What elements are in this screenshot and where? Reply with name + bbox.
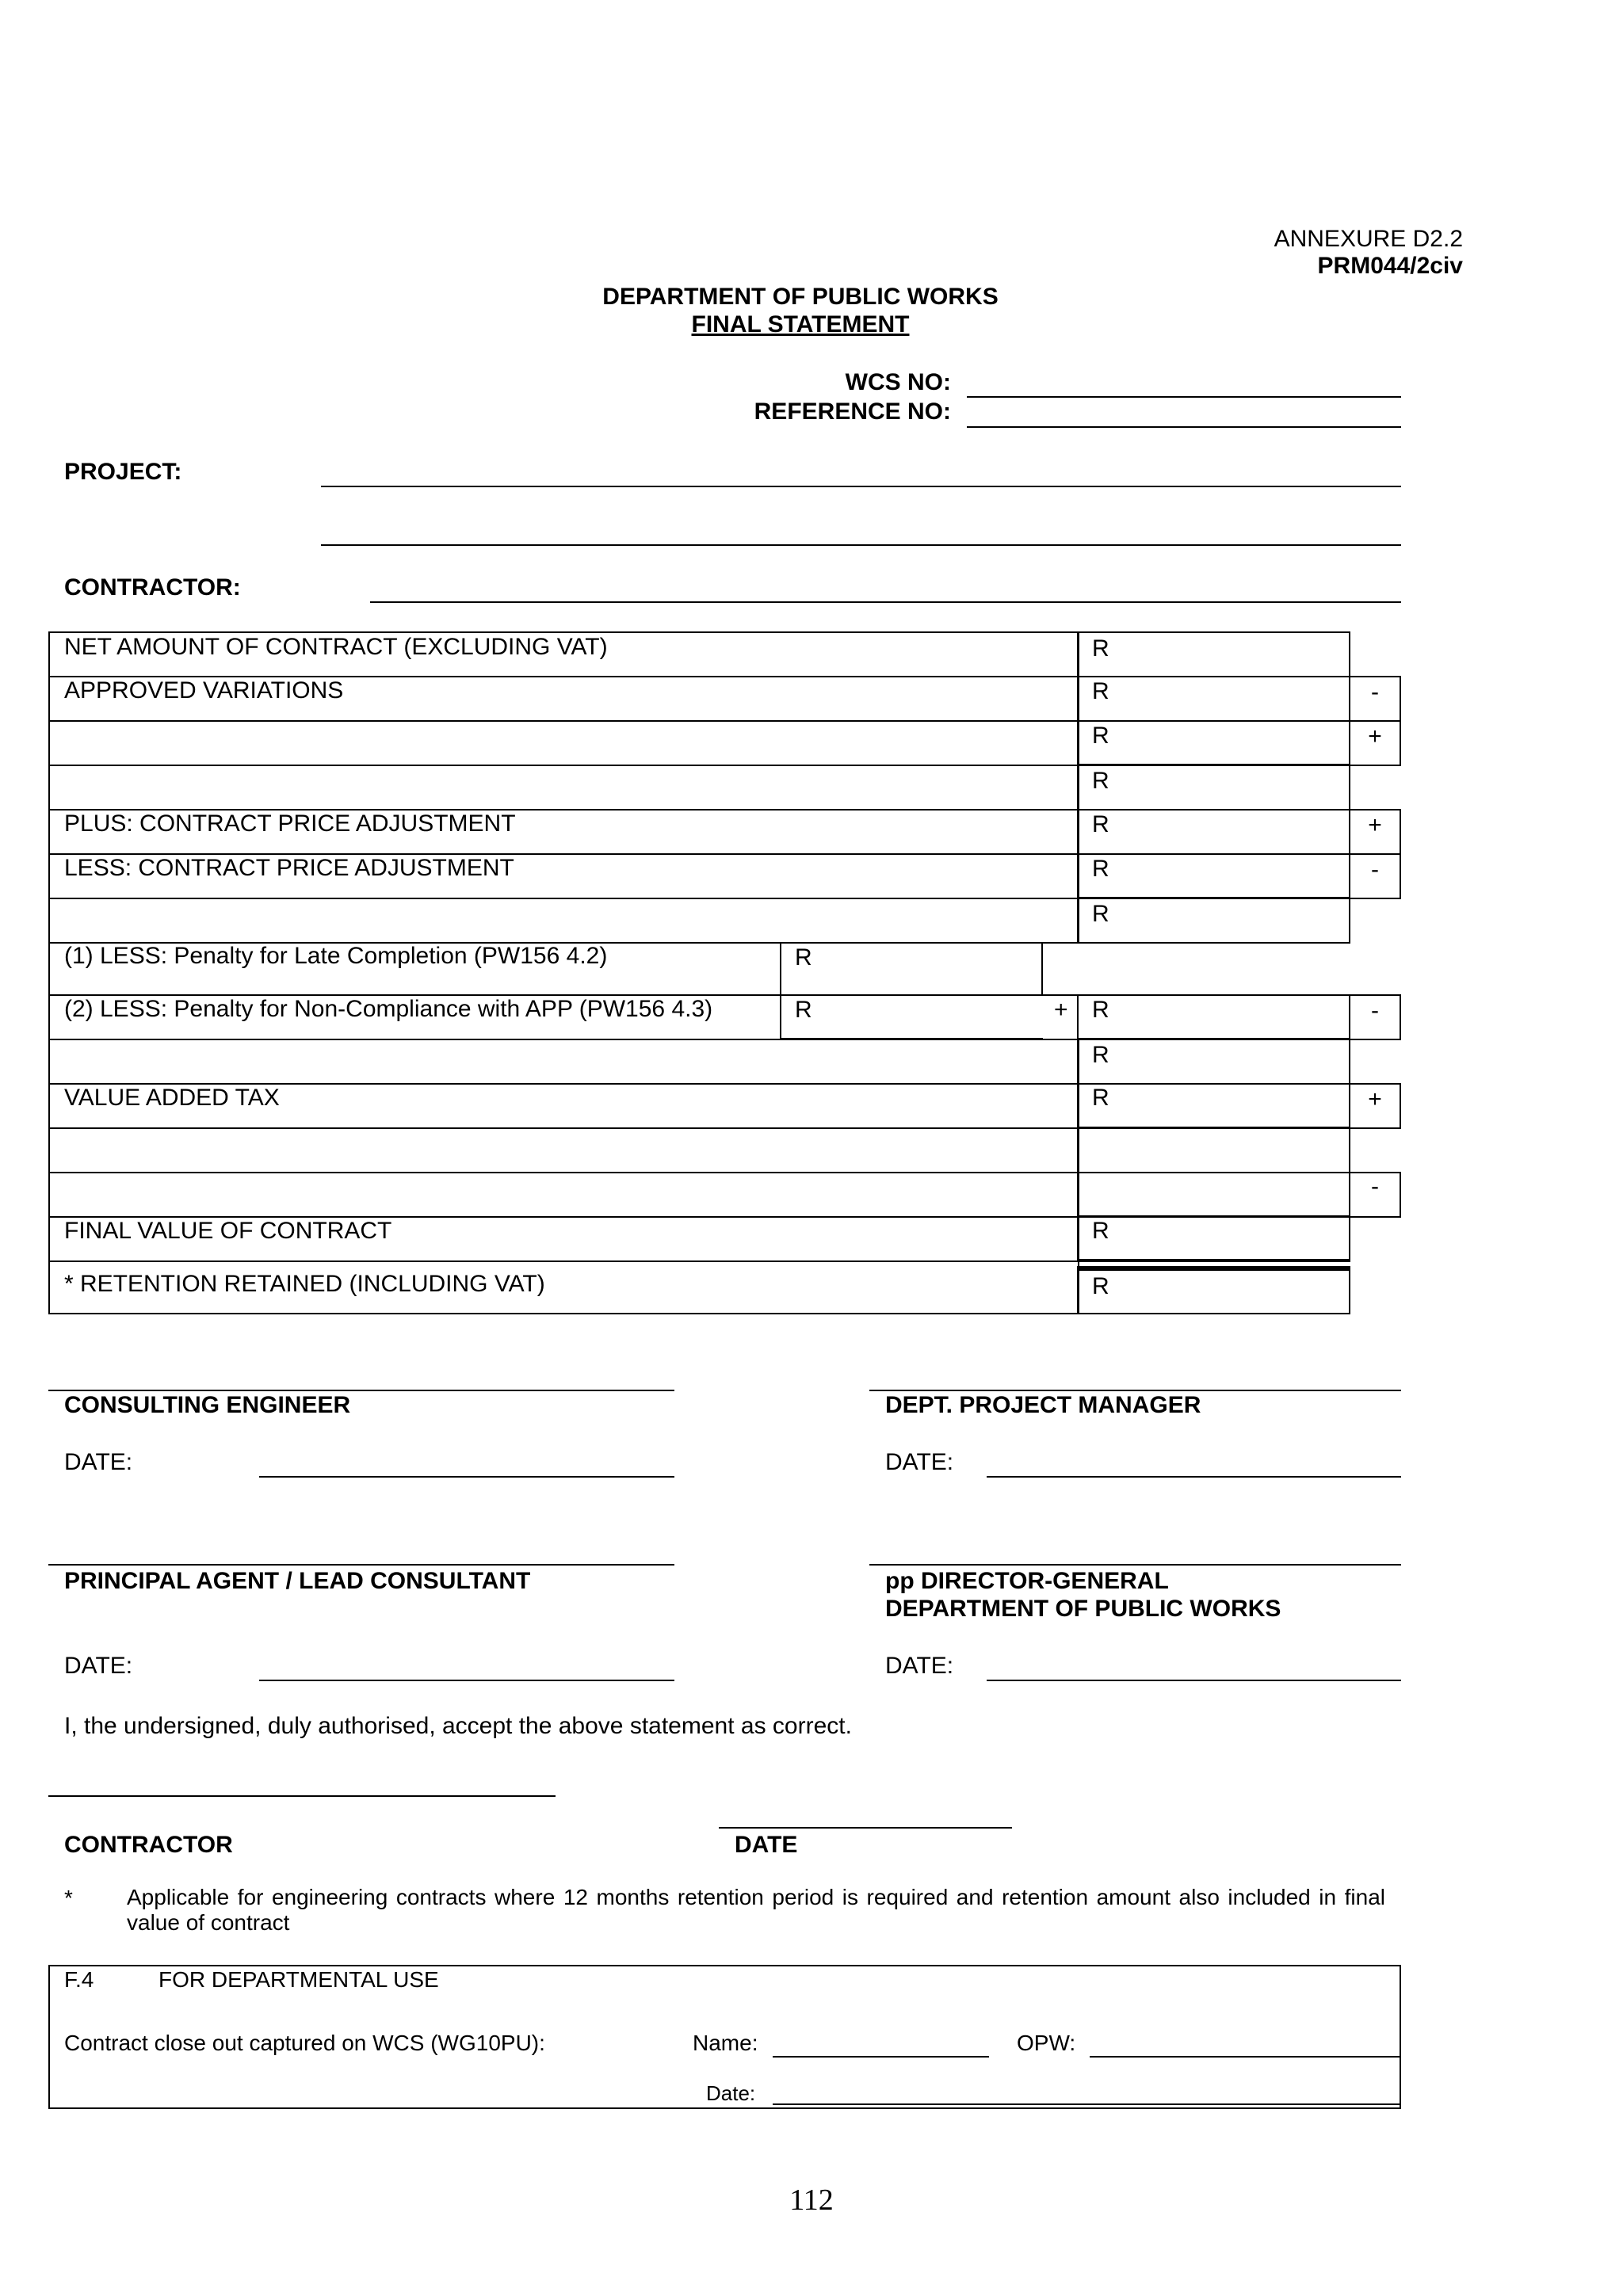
reference-no-field[interactable]: [967, 426, 1401, 428]
variations-value[interactable]: [1077, 720, 1350, 766]
vat-value[interactable]: [1077, 1083, 1350, 1129]
table-row: [48, 720, 1079, 766]
currency-symbol: R: [1092, 723, 1109, 749]
department-label: DEPARTMENT OF PUBLIC WORKS: [885, 1596, 1281, 1622]
project-manager-label: DEPT. PROJECT MANAGER: [885, 1392, 1201, 1418]
table-row: [48, 765, 1079, 810]
wcs-no-label: WCS NO:: [845, 369, 951, 395]
principal-agent-label: PRINCIPAL AGENT / LEAD CONSULTANT: [64, 1568, 531, 1594]
minus-sign: -: [1371, 997, 1379, 1024]
project-label: PROJECT:: [64, 459, 182, 485]
currency-symbol: R: [1092, 997, 1109, 1023]
name-field[interactable]: [773, 2056, 989, 2058]
currency-symbol: R: [795, 944, 812, 971]
penalty-total-value[interactable]: [1077, 994, 1350, 1040]
table-row: [48, 898, 1079, 944]
currency-symbol: R: [1092, 901, 1109, 927]
director-general-label: pp DIRECTOR-GENERAL: [885, 1568, 1169, 1594]
departmental-code: F.4: [64, 1967, 94, 1992]
consulting-engineer-date-field[interactable]: [259, 1476, 674, 1478]
form-title: FINAL STATEMENT: [691, 311, 910, 338]
wcs-no-field[interactable]: [967, 396, 1401, 398]
department-title: DEPARTMENT OF PUBLIC WORKS: [602, 284, 999, 310]
retention-value[interactable]: [1077, 1269, 1350, 1314]
currency-symbol: R: [1092, 811, 1109, 837]
currency-symbol: R: [1092, 1085, 1109, 1111]
project-field-line-2[interactable]: [321, 544, 1401, 546]
less-cpa-value[interactable]: [1077, 853, 1350, 899]
currency-symbol: R: [1092, 1042, 1109, 1068]
plus-sign: +: [1368, 812, 1382, 838]
penalty-app-value[interactable]: [780, 994, 1079, 1040]
departmental-date-field[interactable]: [773, 2103, 1401, 2105]
plus-sign: +: [1054, 997, 1068, 1023]
acceptance-statement: I, the undersigned, duly authorised, accept the above statement as correct.: [64, 1713, 852, 1739]
project-field-line-1[interactable]: [321, 486, 1401, 487]
contractor-date-label: DATE: [735, 1832, 798, 1858]
adjusted-value[interactable]: [1077, 898, 1350, 944]
minus-sign: -: [1371, 856, 1379, 883]
currency-symbol: R: [1092, 678, 1109, 704]
name-label: Name:: [693, 2031, 758, 2055]
date-label: DATE:: [64, 1653, 133, 1679]
final-value-label: FINAL VALUE OF CONTRACT: [64, 1218, 392, 1244]
currency-symbol: R: [1092, 1218, 1109, 1244]
approved-variations-label: APPROVED VARIATIONS: [64, 677, 344, 704]
net-amount-label: NET AMOUNT OF CONTRACT (EXCLUDING VAT): [64, 634, 608, 660]
contractor-signature-label: CONTRACTOR: [64, 1832, 233, 1858]
director-general-date-field[interactable]: [987, 1680, 1401, 1681]
after-penalty-value[interactable]: [1077, 1039, 1350, 1085]
table-row: [48, 1039, 1079, 1085]
currency-symbol: R: [1092, 856, 1109, 882]
less-cpa-label: LESS: CONTRACT PRICE ADJUSTMENT: [64, 855, 514, 881]
date-label: DATE:: [885, 1653, 954, 1679]
consulting-engineer-label: CONSULTING ENGINEER: [64, 1392, 351, 1418]
reference-no-label: REFERENCE NO:: [754, 399, 951, 425]
plus-sign: +: [1368, 723, 1382, 749]
page-number: 112: [789, 2183, 834, 2217]
departmental-date-label: Date:: [706, 2081, 756, 2105]
plus-sign: +: [1368, 1086, 1382, 1112]
form-code: PRM044/2civ: [1317, 253, 1463, 279]
approved-variations-value[interactable]: [1077, 676, 1350, 722]
minus-sign: -: [1371, 1173, 1379, 1199]
date-label: DATE:: [885, 1449, 954, 1475]
footnote-marker: *: [64, 1886, 73, 1910]
currency-symbol: R: [1092, 1273, 1109, 1299]
blank-value[interactable]: [1077, 1127, 1350, 1173]
double-rule-top: [1077, 1259, 1350, 1262]
principal-agent-signature-line[interactable]: [48, 1564, 674, 1566]
table-row: [48, 1127, 1079, 1173]
subtotal-value[interactable]: [1077, 765, 1350, 810]
principal-agent-date-field[interactable]: [259, 1680, 674, 1681]
departmental-title: FOR DEPARTMENTAL USE: [158, 1967, 439, 1992]
capture-label: Contract close out captured on WCS (WG10PU):: [64, 2031, 545, 2055]
vat-label: VALUE ADDED TAX: [64, 1085, 280, 1111]
contractor-date-line[interactable]: [719, 1827, 1012, 1829]
contractor-field[interactable]: [370, 601, 1401, 603]
opw-label: OPW:: [1017, 2031, 1076, 2055]
penalty-late-value[interactable]: [780, 942, 1043, 996]
blank-value[interactable]: [1077, 1172, 1350, 1218]
date-label: DATE:: [64, 1449, 133, 1475]
project-manager-date-field[interactable]: [987, 1476, 1401, 1478]
retention-label: * RETENTION RETAINED (INCLUDING VAT): [64, 1271, 545, 1297]
director-general-signature-line[interactable]: [869, 1564, 1401, 1566]
currency-symbol: R: [1092, 635, 1109, 662]
table-row: [48, 1172, 1079, 1218]
annexure-label: ANNEXURE D2.2: [1274, 226, 1463, 252]
final-value[interactable]: [1077, 1216, 1350, 1262]
currency-symbol: R: [795, 997, 812, 1023]
net-amount-value[interactable]: [1077, 631, 1350, 677]
penalty-app-label: (2) LESS: Penalty for Non-Compliance with APP (PW156 4.3): [64, 996, 713, 1022]
contractor-label: CONTRACTOR:: [64, 574, 241, 601]
minus-sign: -: [1371, 679, 1379, 705]
plus-cpa-value[interactable]: [1077, 809, 1350, 855]
footnote-text: Applicable for engineering contracts where 12 months retention period is required and retention amount also included in final value of contract: [127, 1885, 1385, 1935]
currency-symbol: R: [1092, 768, 1109, 794]
plus-cpa-label: PLUS: CONTRACT PRICE ADJUSTMENT: [64, 810, 516, 837]
contractor-signature-line[interactable]: [48, 1795, 556, 1797]
penalty-late-label: (1) LESS: Penalty for Late Completion (PW156 4.2): [64, 943, 608, 969]
opw-field[interactable]: [1090, 2056, 1401, 2058]
